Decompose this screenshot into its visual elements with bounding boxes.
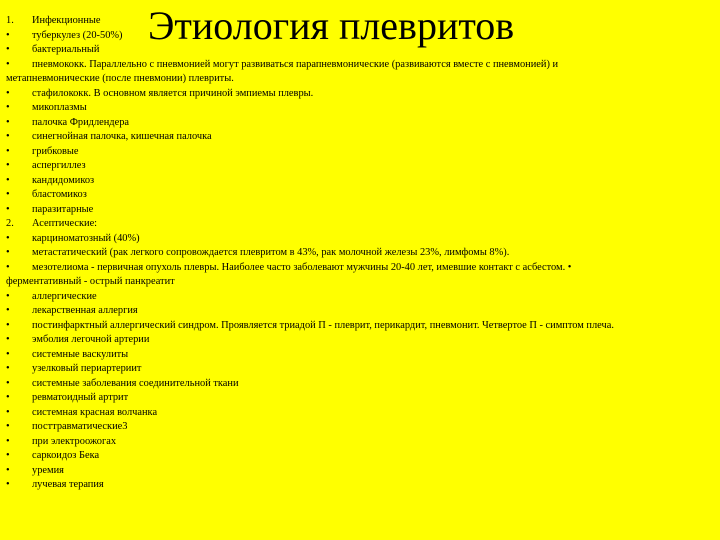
list-item [6, 217, 714, 232]
slide-title: Этиология плевритов [148, 3, 515, 48]
bullet-icon: • [6, 174, 10, 186]
list-item [6, 159, 714, 174]
bullet-icon: • [6, 334, 10, 345]
list-item [6, 246, 714, 261]
list-item-text: стафилококк. В основном является причиной эмпиемы плевры. [32, 87, 314, 99]
list-item [6, 58, 714, 73]
list-item-text: пневмококк. Параллельно с пневмонией могут развиваться парапневмонические (развиваются вместе с пневмонией) и [32, 58, 559, 70]
list-item-text: системные васкулиты [32, 348, 129, 360]
bullet-icon: • [6, 131, 10, 142]
list-item [6, 449, 714, 464]
list-item [6, 203, 714, 218]
list-item-text: узелковый периартериит [32, 363, 142, 374]
list-item-text: постинфарктный аллергический синдром. Проявляется триадой П - плеврит, перикардит, пневмонит. Четвертое П - симптом плеча. [32, 319, 614, 331]
bullet-icon: • [6, 160, 10, 171]
bullet-icon: • [6, 261, 10, 273]
list-item [6, 377, 714, 392]
list-item [6, 435, 714, 450]
list-item-text: грибковые [32, 145, 79, 157]
list-item-text: посттравматические3 [32, 421, 128, 432]
bullet-icon: • [6, 392, 10, 403]
list-item-text: аллергические [32, 290, 97, 302]
list-item-text: туберкулез (20-50%) [32, 29, 123, 41]
bullet-icon: • [6, 189, 10, 200]
bullet-icon: • [6, 203, 10, 215]
list-item [6, 145, 714, 160]
list-item [6, 290, 714, 305]
list-item-continuation: метапневмонические (после пневмонии) плевриты. [6, 73, 234, 84]
list-item-text: мезотелиома - первичная опухоль плевры. Наиболее часто заболевают мужчины 20-40 лет, имевшие контакт с асбестом. • [32, 261, 572, 273]
bullet-icon: • [6, 232, 10, 244]
list-item-text: карциноматозный (40%) [32, 232, 140, 244]
bullet-icon: • [6, 319, 10, 331]
bullet-icon: • [6, 44, 10, 55]
bullet-icon: • [6, 305, 10, 316]
etiology-list [6, 14, 714, 493]
list-item-text: уремия [32, 464, 64, 476]
list-item-text: эмболия легочной артерии [32, 334, 150, 345]
bullet-icon: • [6, 290, 10, 302]
bullet-icon: • [6, 435, 10, 447]
bullet-icon: • [6, 247, 10, 258]
list-item [6, 464, 714, 479]
bullet-icon: • [6, 406, 10, 418]
list-item-text: ревматоидный артрит [32, 392, 129, 403]
list-item-text: лучевая терапия [32, 479, 104, 490]
list-item-text: палочка Фридлендера [32, 116, 130, 128]
list-marker: 1. [6, 15, 14, 26]
list-item [6, 29, 714, 44]
list-item [6, 101, 714, 116]
bullet-icon: • [6, 145, 10, 157]
list-item-text: при электроожогах [32, 435, 117, 447]
bullet-icon: • [6, 116, 10, 128]
list-item-text: бактериальный [32, 44, 100, 55]
list-item-text: синегнойная палочка, кишечная палочка [32, 131, 212, 142]
list-item [6, 319, 714, 334]
list-item [6, 116, 714, 131]
list-item [6, 333, 714, 348]
bullet-icon: • [6, 464, 10, 476]
list-item [6, 43, 714, 58]
bullet-icon: • [6, 479, 10, 490]
bullet-icon: • [6, 58, 10, 70]
list-item-text: саркоидоз Бека [32, 450, 100, 461]
list-item-text: Асептические: [32, 218, 98, 229]
list-item-text: микоплазмы [32, 102, 87, 113]
list-item [6, 304, 714, 319]
list-item [6, 188, 714, 203]
bullet-icon: • [6, 87, 10, 99]
list-marker: 2. [6, 218, 14, 229]
bullet-icon: • [6, 421, 10, 432]
bullet-icon: • [6, 102, 10, 113]
list-item [6, 87, 714, 102]
list-item [6, 406, 714, 421]
list-item [6, 362, 714, 377]
bullet-icon: • [6, 348, 10, 360]
bullet-icon: • [6, 450, 10, 461]
list-item [6, 391, 714, 406]
list-item-text: метастатический (рак легкого сопровождается плевритом в 43%, рак молочной железы 23%, лимфомы 8%). [32, 247, 510, 258]
list-item-text: Инфекционные [32, 15, 101, 26]
list-item [6, 14, 714, 29]
bullet-icon: • [6, 363, 10, 374]
list-item-text: бластомикоз [32, 189, 87, 200]
list-item-text: кандидомикоз [32, 174, 95, 186]
list-item [6, 261, 714, 276]
list-item [6, 348, 714, 363]
list-item [6, 478, 714, 493]
list-item-text: лекарственная аллергия [32, 305, 138, 316]
bullet-icon: • [6, 29, 10, 41]
list-item [6, 130, 714, 145]
list-item-text: паразитарные [32, 203, 94, 215]
list-item-continuation: ферментативный - острый панкреатит [6, 276, 175, 287]
list-item [6, 232, 714, 247]
list-item-text: системные заболевания соединительной ткани [32, 377, 239, 389]
list-item [6, 174, 714, 189]
bullet-icon: • [6, 377, 10, 389]
list-item-text: системная красная волчанка [32, 406, 158, 418]
list-item [6, 420, 714, 435]
list-item-text: аспергиллез [32, 160, 86, 171]
